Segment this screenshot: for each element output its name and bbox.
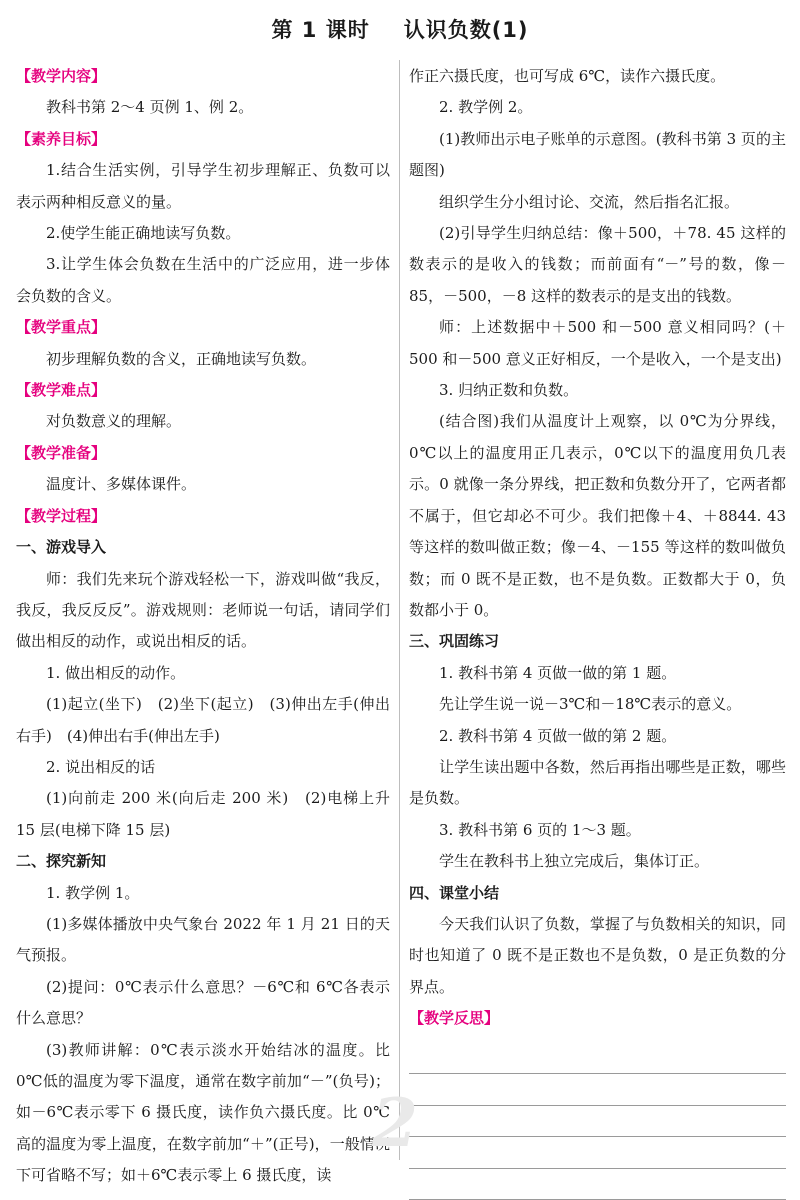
paragraph: (结合图)我们从温度计上观察，以 0℃为分界线，0℃以上的温度用正几表示，0℃以下的温度用负几表示。0 就像一条分界线，把正数和负数分开了，它两者都不属于，但它却必不可少。我们把像＋4、＋8844. 43 等这样的数叫做正数；像－4、－155 等这样的数叫做负数；而 0 既不是正数，也不是负数。正数都大于 0，负数都小于 0。 [409, 412, 786, 619]
difficulty-text: 对负数意义的理解。 [46, 412, 182, 431]
section-4-heading: 四、课堂小结 [409, 883, 500, 902]
process-heading: 【教学过程】 [16, 506, 107, 525]
content-text: 教科书第 2～4 页例 1、例 2。 [46, 98, 254, 117]
goal-1: 1.结合生活实例，引导学生初步理解正、负数可以表示两种相反意义的量。 [16, 161, 390, 211]
key-points-text: 初步理解负数的含义，正确地读写负数。 [46, 349, 317, 368]
lesson-topic: 认识负数(1) [403, 18, 529, 42]
paragraph: (2)提问：0℃表示什么意思？－6℃和 6℃各表示什么意思？ [16, 977, 390, 1028]
goal-3: 3.让学生体会负数在生活中的广泛应用，进一步体会负数的含义。 [16, 255, 390, 305]
writing-line [409, 1137, 786, 1169]
page-title [0, 14, 800, 44]
section-3-heading: 三、巩固练习 [409, 632, 500, 651]
column-divider [399, 60, 400, 1160]
paragraph: (1)向前走 200 米(向后走 200 米) (2)电梯上升 15 层(电梯下降 15 层) [16, 789, 390, 839]
difficulty-heading: 【教学难点】 [16, 381, 107, 400]
paragraph: 1. 教科书第 4 页做一做的第 1 题。 [439, 663, 677, 682]
preparation-heading: 【教学准备】 [16, 443, 107, 462]
goals-heading: 【素养目标】 [16, 129, 107, 148]
paragraph: 今天我们认识了负数，掌握了与负数相关的知识，同时也知道了 0 既不是正数也不是负数，0 是正负数的分界点。 [409, 914, 786, 996]
paragraph: (1)教师出示电子账单的示意图。(教科书第 3 页的主题图) [409, 129, 786, 180]
section-1-heading: 一、游戏导入 [16, 538, 107, 557]
page-number: 2 [372, 1084, 418, 1162]
reflection-heading: 【教学反思】 [409, 1009, 500, 1028]
content-heading: 【教学内容】 [16, 67, 107, 85]
paragraph: 让学生读出题中各数，然后再指出哪些是正数，哪些是负数。 [409, 757, 786, 808]
paragraph: 组织学生分小组讨论、交流，然后指名汇报。 [439, 192, 740, 211]
paragraph: 1. 做出相反的动作。 [46, 663, 186, 682]
paragraph: 师：我们先来玩个游戏轻松一下，游戏叫做“我反，我反，我反反反”。游戏规则：老师说一句话，请同学们做出相反的动作，或说出相反的话。 [16, 569, 390, 651]
paragraph: 2. 教科书第 4 页做一做的第 2 题。 [439, 726, 677, 745]
paragraph: 学生在教科书上独立完成后，集体订正。 [439, 852, 710, 871]
paragraph: 3. 教科书第 6 页的 1～3 题。 [439, 820, 641, 839]
key-points-heading: 【教学重点】 [16, 318, 107, 337]
section-2-heading: 二、探究新知 [16, 852, 107, 871]
paragraph: (1)多媒体播放中央气象台 2022 年 1 月 21 日的天气预报。 [16, 914, 390, 965]
paragraph: 作正六摄氏度，也可写成 6℃，读作六摄氏度。 [409, 67, 726, 85]
writing-line [409, 1043, 786, 1075]
paragraph: (2)引导学生归纳总结：像＋500，＋78. 45 这样的数表示的是收入的钱数；而前面有“－”号的数，像－85，－500，－8 这样的数表示的是支出的钱数。 [409, 224, 786, 305]
goal-2: 2.使学生能正确地读写负数。 [46, 224, 241, 243]
paragraph: 3. 归纳正数和负数。 [439, 381, 579, 400]
paragraph: (1)起立(坐下) (2)坐下(起立) (3)伸出左手(伸出右手) (4)伸出右手(伸出左手) [16, 695, 390, 745]
writing-line [409, 1074, 786, 1106]
lesson-number: 第 1 课时 [271, 18, 370, 42]
preparation-text: 温度计、多媒体课件。 [46, 475, 197, 494]
paragraph: 师：上述数据中＋500 和－500 意义相同吗？(＋500 和－500 意义正好相反，一个是收入，一个是支出) [409, 318, 786, 368]
left-column [16, 61, 390, 1192]
reflection-writing-lines [409, 1043, 786, 1200]
paragraph: 2. 说出相反的话 [46, 757, 156, 776]
paragraph: 2. 教学例 2。 [439, 98, 533, 117]
right-column [409, 61, 786, 1200]
writing-line [409, 1169, 786, 1200]
writing-line [409, 1106, 786, 1138]
paragraph: 1. 教学例 1。 [46, 883, 140, 902]
paragraph: 先让学生说一说－3℃和－18℃表示的意义。 [439, 695, 742, 714]
paragraph: (3)教师讲解：0℃表示淡水开始结冰的温度。比 0℃低的温度为零下温度，通常在数字前加“－”(负号)；如－6℃表示零下 6 摄氏度，读作负六摄氏度。比 0℃高的温度为零上温度，在数字前加“＋”(正号)，一般情况下可省略不写；如＋6℃表示零上 6 摄氏度，读 [16, 1040, 390, 1185]
